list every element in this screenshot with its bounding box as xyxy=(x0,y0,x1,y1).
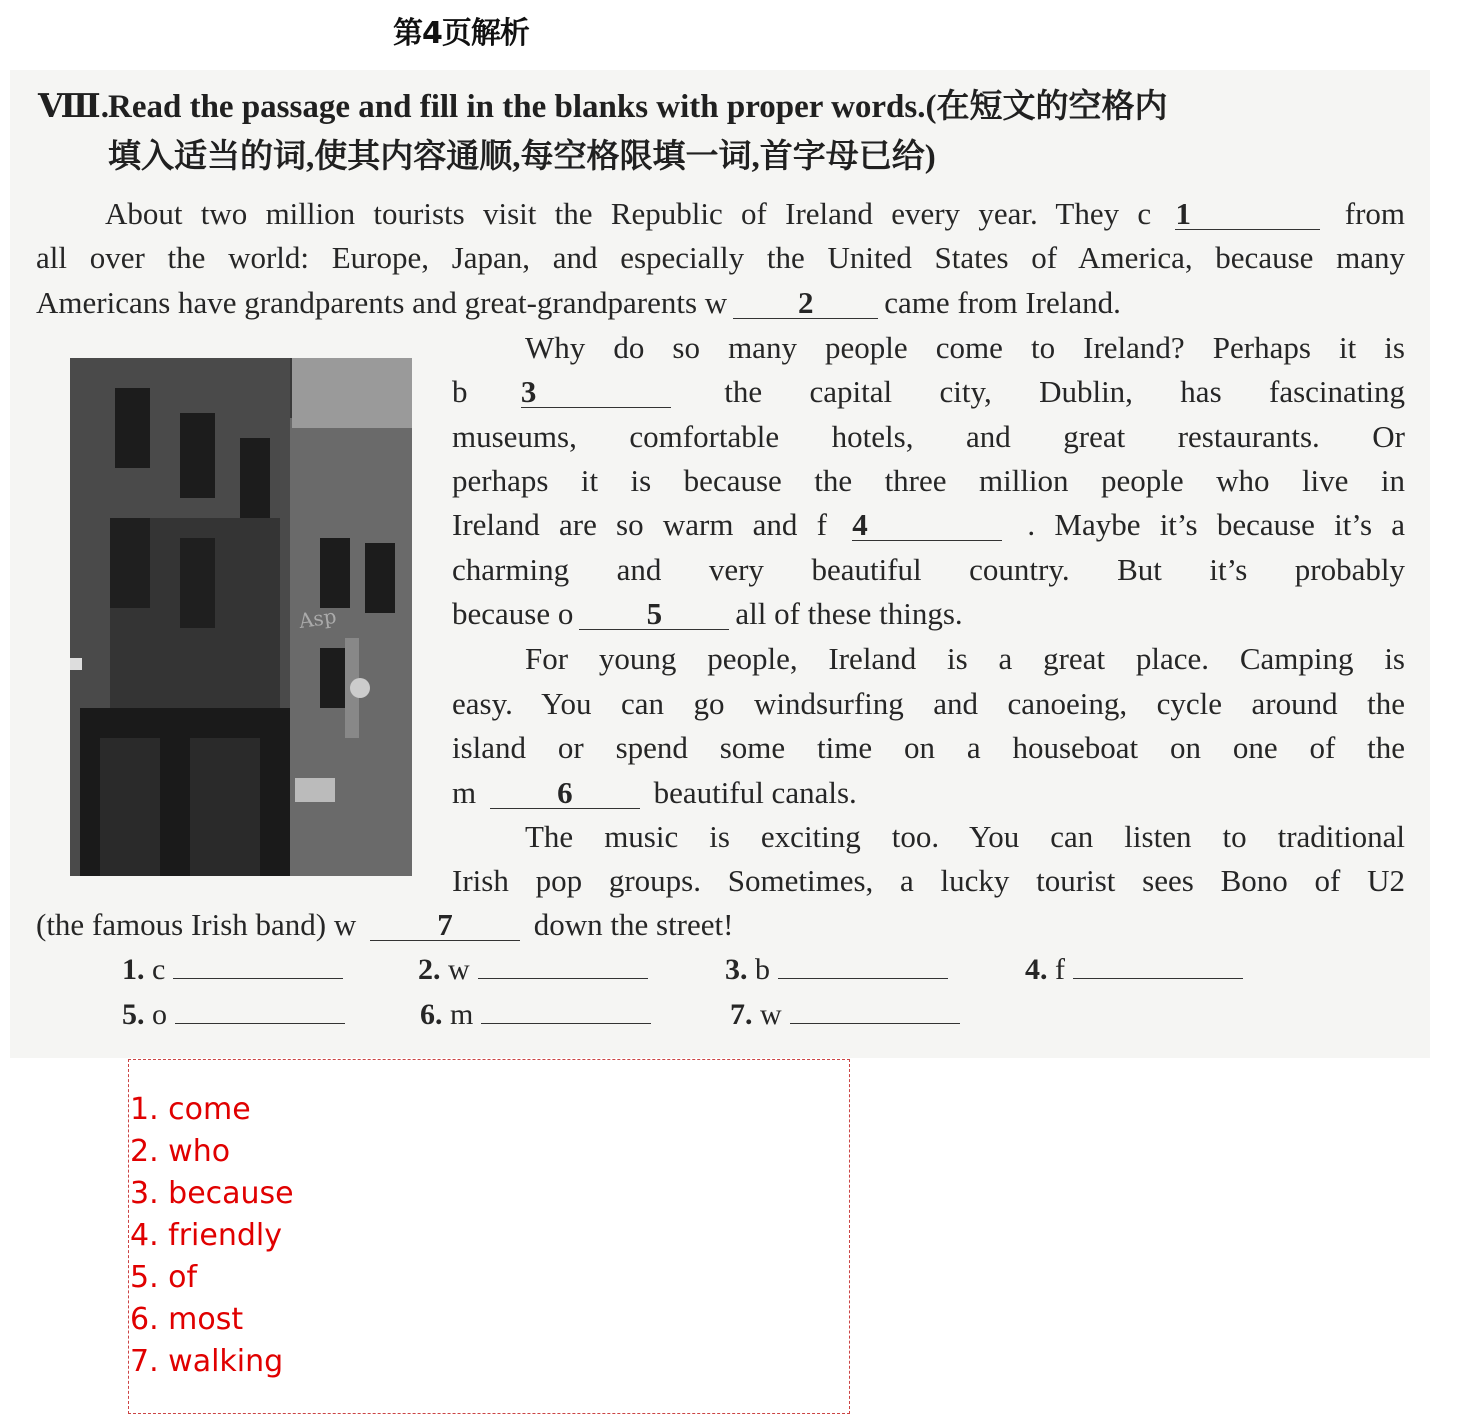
answer-slot: 7. w xyxy=(730,998,960,1032)
blank-1: 1 xyxy=(1175,199,1320,230)
passage-line-9: charming and very beautiful country. But it’s probably xyxy=(452,552,1405,587)
answer-slots-row-2 xyxy=(0,998,1400,1038)
passage-line-1: About two million tourists visit the Republic of Ireland every year. They c 1 from xyxy=(105,196,1406,231)
page-title: 第4页解析 xyxy=(393,16,529,51)
answer-7: 7. walking xyxy=(130,1344,284,1379)
passage-line-8: Ireland are so warm and f 4 . Maybe it’s because it’s a xyxy=(452,507,1406,542)
blank-7: 7 xyxy=(370,910,520,941)
blank-3: 3 xyxy=(521,377,671,408)
passage-line-10: because o 5 all of these things. xyxy=(452,596,963,631)
passage-line-7: perhaps it is because the three million people who live in xyxy=(452,463,1405,498)
building-illustration xyxy=(70,358,412,876)
passage-line-13: island or spend some time on a houseboat on one of the xyxy=(452,730,1405,765)
photo-sign-text: Asp xyxy=(297,603,338,633)
passage-line-2: all over the world: Europe, Japan, and especially the United States of America, because many xyxy=(36,240,1405,275)
passage-line-4: Why do so many people come to Ireland? Perhaps it is xyxy=(525,330,1405,365)
instruction-cn-1: (在短文的空格内 xyxy=(925,89,1168,125)
passage-line-5: b 3 the capital city, Dublin, has fascinating xyxy=(452,374,1406,409)
answer-slot: 4. f xyxy=(1025,953,1243,987)
blank-6: 6 xyxy=(490,778,640,809)
answer-4: 4. friendly xyxy=(130,1218,282,1253)
blank-2: 2 xyxy=(733,288,878,319)
answer-slot: 3. b xyxy=(725,953,948,987)
passage-line-16: Irish pop groups. Sometimes, a lucky tourist sees Bono of U2 xyxy=(452,863,1405,898)
passage-line-11: For young people, Ireland is a great place. Camping is xyxy=(525,641,1405,676)
dublin-street-photo xyxy=(70,358,412,876)
answer-1: 1. come xyxy=(130,1092,251,1127)
answer-5: 5. of xyxy=(130,1260,198,1295)
passage-line-14: m 6 beautiful canals. xyxy=(452,775,857,810)
blank-5: 5 xyxy=(579,599,729,630)
blank-4: 4 xyxy=(852,510,1002,541)
instruction-en: Read the passage and fill in the blanks with proper words. xyxy=(108,89,926,125)
instruction-cn-2: 填入适当的词,使其内容通顺,每空格限填一词,首字母已给) xyxy=(108,139,936,175)
answer-slot: 5. o xyxy=(122,998,345,1032)
exercise-number: Ⅷ. xyxy=(38,89,109,125)
passage-line-6: museums, comfortable hotels, and great restaurants. Or xyxy=(452,419,1405,454)
answer-slots-row-1 xyxy=(0,953,1400,993)
answer-slot: 6. m xyxy=(420,998,651,1032)
passage-line-3: Americans have grandparents and great-grandparents w 2 came from Ireland. xyxy=(36,285,1121,320)
answer-slot: 1. c xyxy=(122,953,343,987)
passage-line-15: The music is exciting too. You can listen to traditional xyxy=(525,819,1405,854)
answer-3: 3. because xyxy=(130,1176,294,1211)
answer-2: 2. who xyxy=(130,1134,231,1169)
passage-line-17: (the famous Irish band) w 7 down the street! xyxy=(36,907,734,942)
passage-line-12: easy. You can go windsurfing and canoeing, cycle around the xyxy=(452,686,1405,721)
answer-slot: 2. w xyxy=(418,953,648,987)
answer-6: 6. most xyxy=(130,1302,244,1337)
exercise-heading xyxy=(38,82,1418,182)
